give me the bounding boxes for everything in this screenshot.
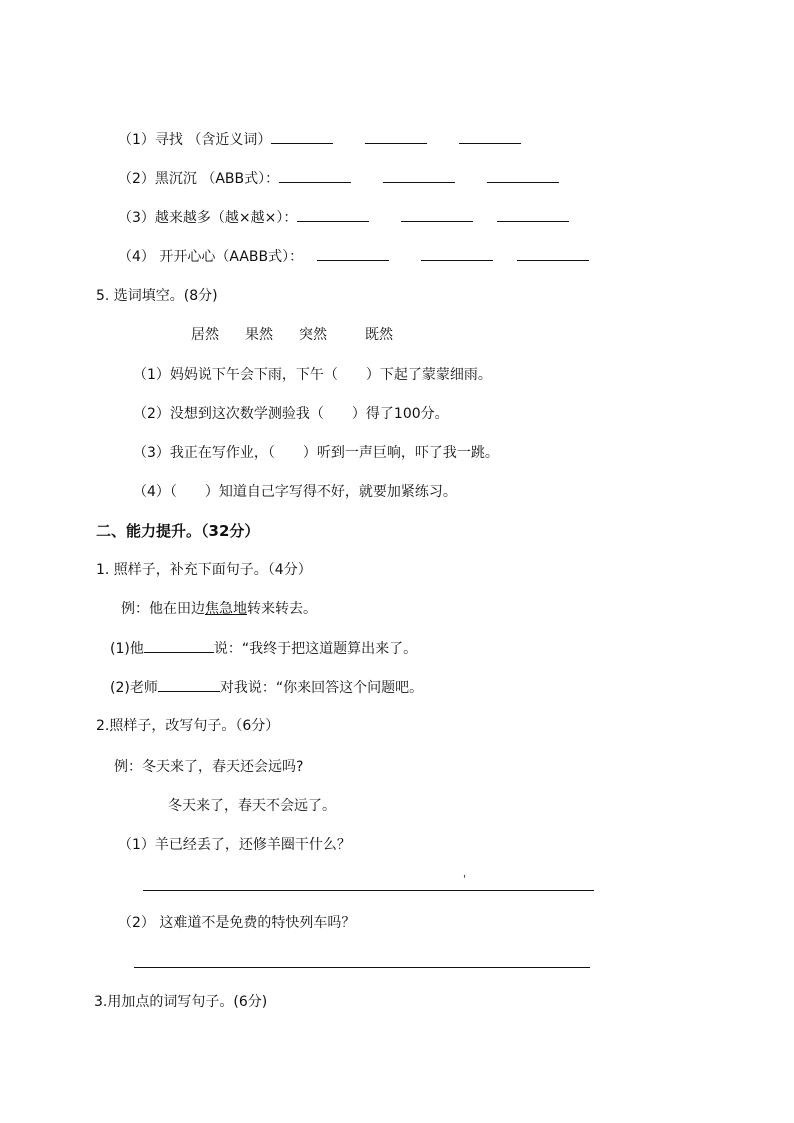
answer-blank[interactable] [365,129,427,144]
item-prefix: (1)他 [110,641,144,657]
q5-item-1: （1）妈妈说下午会下雨，下午（ ）下起了蒙蒙细雨。 [133,367,492,383]
answer-blank[interactable] [517,246,589,261]
example-prefix: 例：他在田边 [121,601,205,617]
p2-example-line2: 冬天来了，春天不会远了。 [168,798,336,814]
p3-title: 3.用加点的词写句子。(6分) [94,994,268,1010]
q5-item-3: （3）我正在写作业，（ ）听到一声巨响，吓了我一跳。 [133,445,499,461]
option-word: 既然 [365,327,393,343]
q4-item-2-label: （2）黑沉沉 （ABB式）： [118,171,280,187]
p1-item-2 [110,677,423,698]
answer-blank[interactable] [317,246,389,261]
answer-blank[interactable] [459,129,521,144]
q4-item-2 [118,168,559,189]
option-word: 突然 [299,327,327,343]
q4-item-4 [118,246,589,267]
q5-item-4: （4）（ ）知道自己字写得不好，就要加紧练习。 [133,484,457,500]
answer-blank[interactable] [421,246,493,261]
q5-item-2: （2）没想到这次数学测验我（ ）得了100分。 [133,406,449,422]
answer-blank[interactable] [158,677,220,692]
p2-item-2: （2） 这难道不是免费的特快列车吗？ [118,915,356,931]
p2-title: 2.照样子，改写句子。（6分） [96,718,280,734]
answer-line[interactable] [143,890,594,891]
example-underlined: 焦急地 [205,601,247,617]
section-title: 二、能力提升。（32分） [96,522,260,540]
q4-item-1-label: （1）寻找 （含近义词） [118,132,272,148]
q4-item-4-label: （4） 开开心心（AABB式）： [118,249,304,265]
answer-blank[interactable] [383,168,455,183]
answer-blank[interactable] [401,207,473,222]
item-suffix: 对我说：“你来回答这个问题吧。 [219,680,424,696]
q5-options [191,325,393,345]
answer-blank[interactable] [297,207,369,222]
stray-mark: ' [463,874,466,885]
answer-blank[interactable] [497,207,569,222]
q4-item-3 [118,207,569,228]
p1-title: 1. 照样子，补充下面句子。（4分） [96,562,312,578]
answer-blank[interactable] [279,168,351,183]
p1-item-1 [110,638,417,659]
example-suffix: 转来转去。 [247,601,317,617]
item-suffix: 说：“我终于把这道题算出来了。 [213,641,418,657]
p2-example-line1: 例：冬天来了，春天还会远吗? [114,759,304,775]
option-word: 居然 [191,327,219,343]
p2-item-1: （1）羊已经丢了，还修羊圈干什么？ [118,837,351,853]
p1-example [121,599,317,619]
answer-blank[interactable] [144,638,214,653]
answer-blank[interactable] [487,168,559,183]
option-word: 果然 [245,327,273,343]
item-prefix: (2)老师 [110,680,158,696]
answer-blank[interactable] [271,129,333,144]
q4-item-1 [118,129,521,150]
q4-item-3-label: （3）越来越多（越×越×）： [118,210,298,226]
answer-line[interactable] [134,967,590,968]
q5-title: 5. 选词填空。(8分) [96,288,218,304]
